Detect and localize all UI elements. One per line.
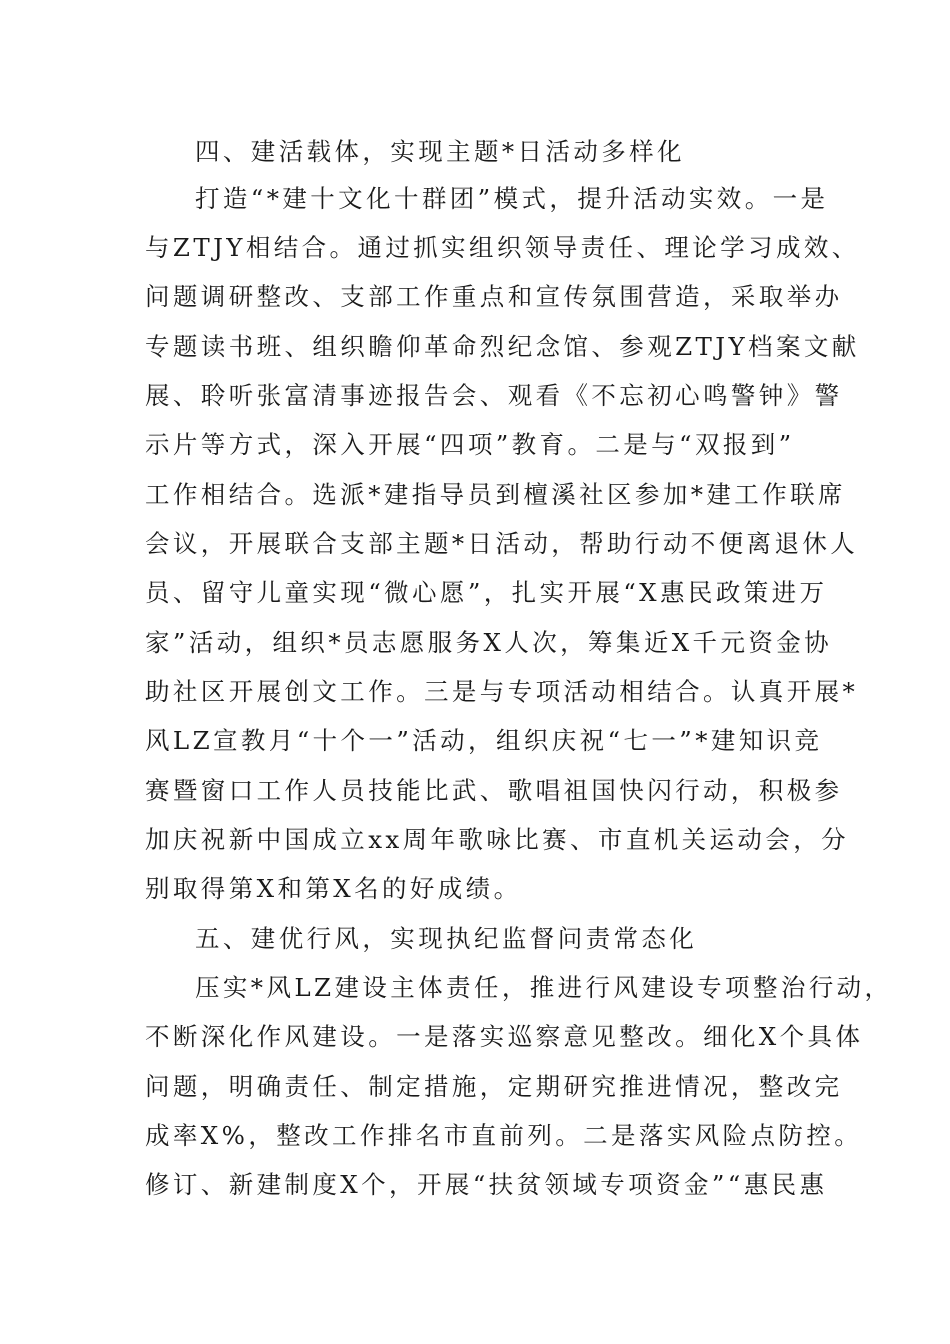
paragraph-line: 与ZTJY相结合。通过抓实组织领导责任、理论学习成效、	[145, 233, 860, 262]
paragraph-line: 打造“*建十文化十群团”模式，提升活动实效。一是	[195, 184, 829, 213]
paragraph-line: 不断深化作风建设。一是落实巡察意见整改。细化X个具体	[145, 1022, 864, 1051]
paragraph-line: 赛暨窗口工作人员技能比武、歌唱祖国快闪行动，积极参	[145, 776, 843, 805]
paragraph-line: 会议，开展联合支部主题*日活动，帮助行动不便离退休人	[145, 529, 859, 558]
paragraph-line: 展、聆听张富清事迹报告会、观看《不忘初心鸣警钟》警	[145, 381, 843, 410]
paragraph-line: 风LZ宣教月“十个一”活动，组织庆祝“七一”*建知识竞	[145, 726, 823, 755]
paragraph-line: 示片等方式，深入开展“四项”教育。二是与“双报到”	[145, 430, 795, 459]
section-heading-5: 五、建优行风，实现执纪监督问责常态化	[195, 924, 698, 953]
paragraph-line: 助社区开展创文工作。三是与专项活动相结合。认真开展*	[145, 677, 859, 706]
paragraph-line: 成率X%，整改工作排名市直前列。二是落实风险点防控。	[145, 1121, 863, 1150]
paragraph-line: 家”活动，组织*员志愿服务X人次，筹集近X千元资金协	[145, 628, 833, 657]
paragraph-line: 别取得第X和第X名的好成绩。	[145, 874, 522, 903]
paragraph-line: 问题调研整改、支部工作重点和宣传氛围营造，采取举办	[145, 282, 843, 311]
paragraph-line: 员、留守儿童实现“微心愿”，扎实开展“X惠民政策进万	[145, 578, 828, 607]
paragraph-line: 问题，明确责任、制定措施，定期研究推进情况，整改完	[145, 1072, 843, 1101]
paragraph-line: 加庆祝新中国成立xx周年歌咏比赛、市直机关运动会，分	[145, 825, 850, 854]
paragraph-line: 压实*风LZ建设主体责任，推进行风建设专项整治行动，	[195, 973, 893, 1002]
paragraph-line: 专题读书班、组织瞻仰革命烈纪念馆、参观ZTJY档案文献	[145, 332, 860, 361]
paragraph-line: 工作相结合。选派*建指导员到檀溪社区参加*建工作联席	[145, 480, 846, 509]
paragraph-line: 修订、新建制度X个，开展“扶贫领域专项资金”“惠民惠	[145, 1170, 828, 1199]
section-heading-4: 四、建活载体，实现主题*日活动多样化	[195, 137, 685, 166]
